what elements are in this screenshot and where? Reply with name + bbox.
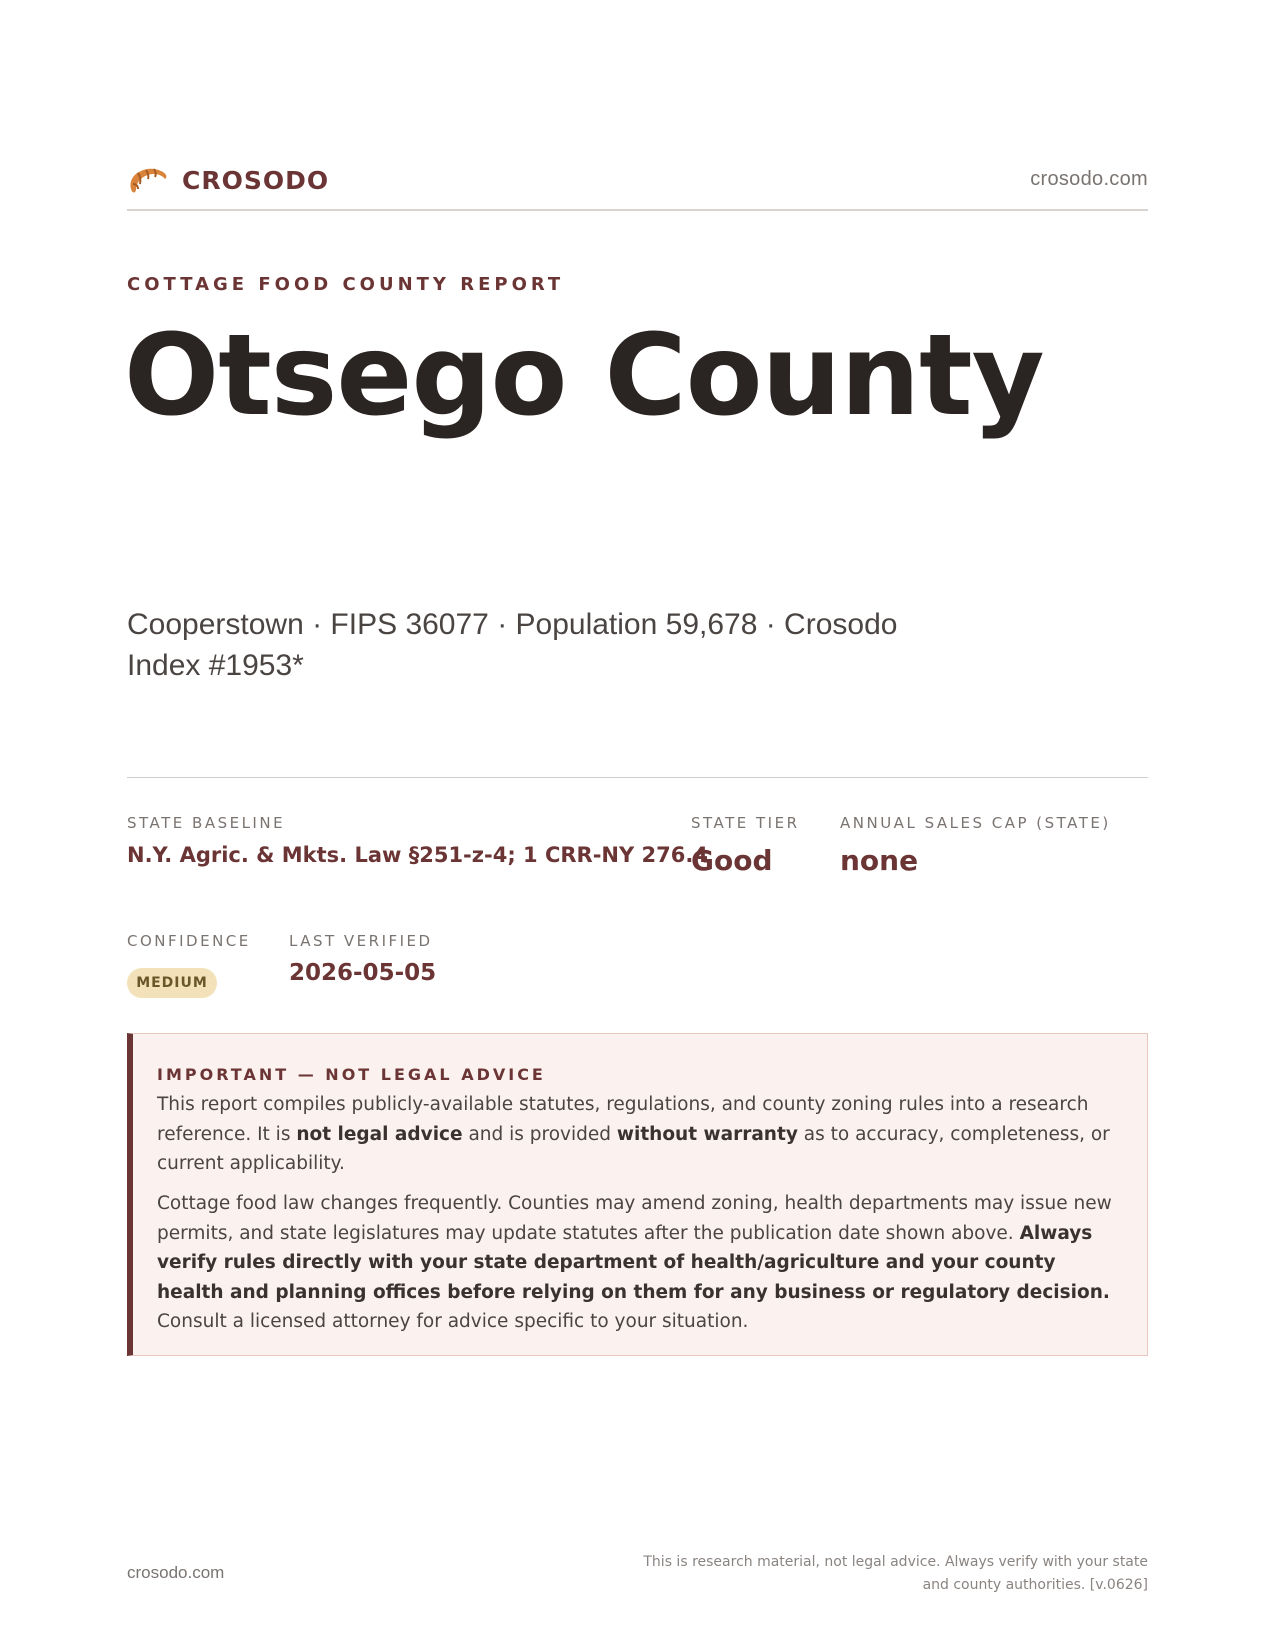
state-baseline-label: STATE BASELINE [127,814,286,832]
footer-disclaimer: This is research material, not legal advice. Always verify with your state and county authorities. [v.0626] [643,1554,1148,1593]
notice-paragraph-2: Cottage food law changes frequently. Counties may amend zoning, health departments may issue new permits, and state legislatures may update statutes after the publication date shown above. Always verify rules directly with your state department of health/agriculture and your county health and planning offices before relying on them for any business or regulatory decision. Consult a licensed attorney for advice specific to your situation. [157,1193,1112,1332]
brand-name: CROSODO [182,165,330,195]
sales-cap-label: ANNUAL SALES CAP (STATE) [840,814,1111,832]
confidence-label: CONFIDENCE [127,932,251,950]
footer-site-link[interactable]: crosodo.com [127,1563,225,1582]
last-verified-label: LAST VERIFIED [289,932,433,950]
report-eyebrow: COTTAGE FOOD COUNTY REPORT [127,274,565,295]
sales-cap-value: none [840,844,919,877]
state-tier-value: Good [691,844,773,877]
report-subtitle: Cooperstown · FIPS 36077 · Population 59,678 · Crosodo Index #1953* [127,608,898,682]
report-header [127,160,1148,210]
section-divider [127,777,1148,778]
brand [127,160,329,200]
notice-title: IMPORTANT — NOT LEGAL ADVICE [157,1065,546,1084]
state-baseline-value: N.Y. Agric. & Mkts. Law §251-z-4; 1 CRR-NY 276.4 [127,843,708,867]
last-verified-value: 2026-05-05 [289,960,437,986]
notice-paragraph-1: This report compiles publicly-available statutes, regulations, and county zoning rules into a research reference. It is not legal advice and is provided without warranty as to accuracy, completeness, or current applicability. [157,1094,1110,1174]
confidence-badge: MEDIUM [127,968,217,998]
state-tier-label: STATE TIER [691,814,800,832]
legal-notice [127,1033,1148,1356]
report-page [124,0,1148,1650]
site-link[interactable]: crosodo.com [1030,168,1148,190]
header-divider [127,209,1148,211]
croissant-icon [127,162,169,198]
page-title: Otsego County [124,311,1044,441]
